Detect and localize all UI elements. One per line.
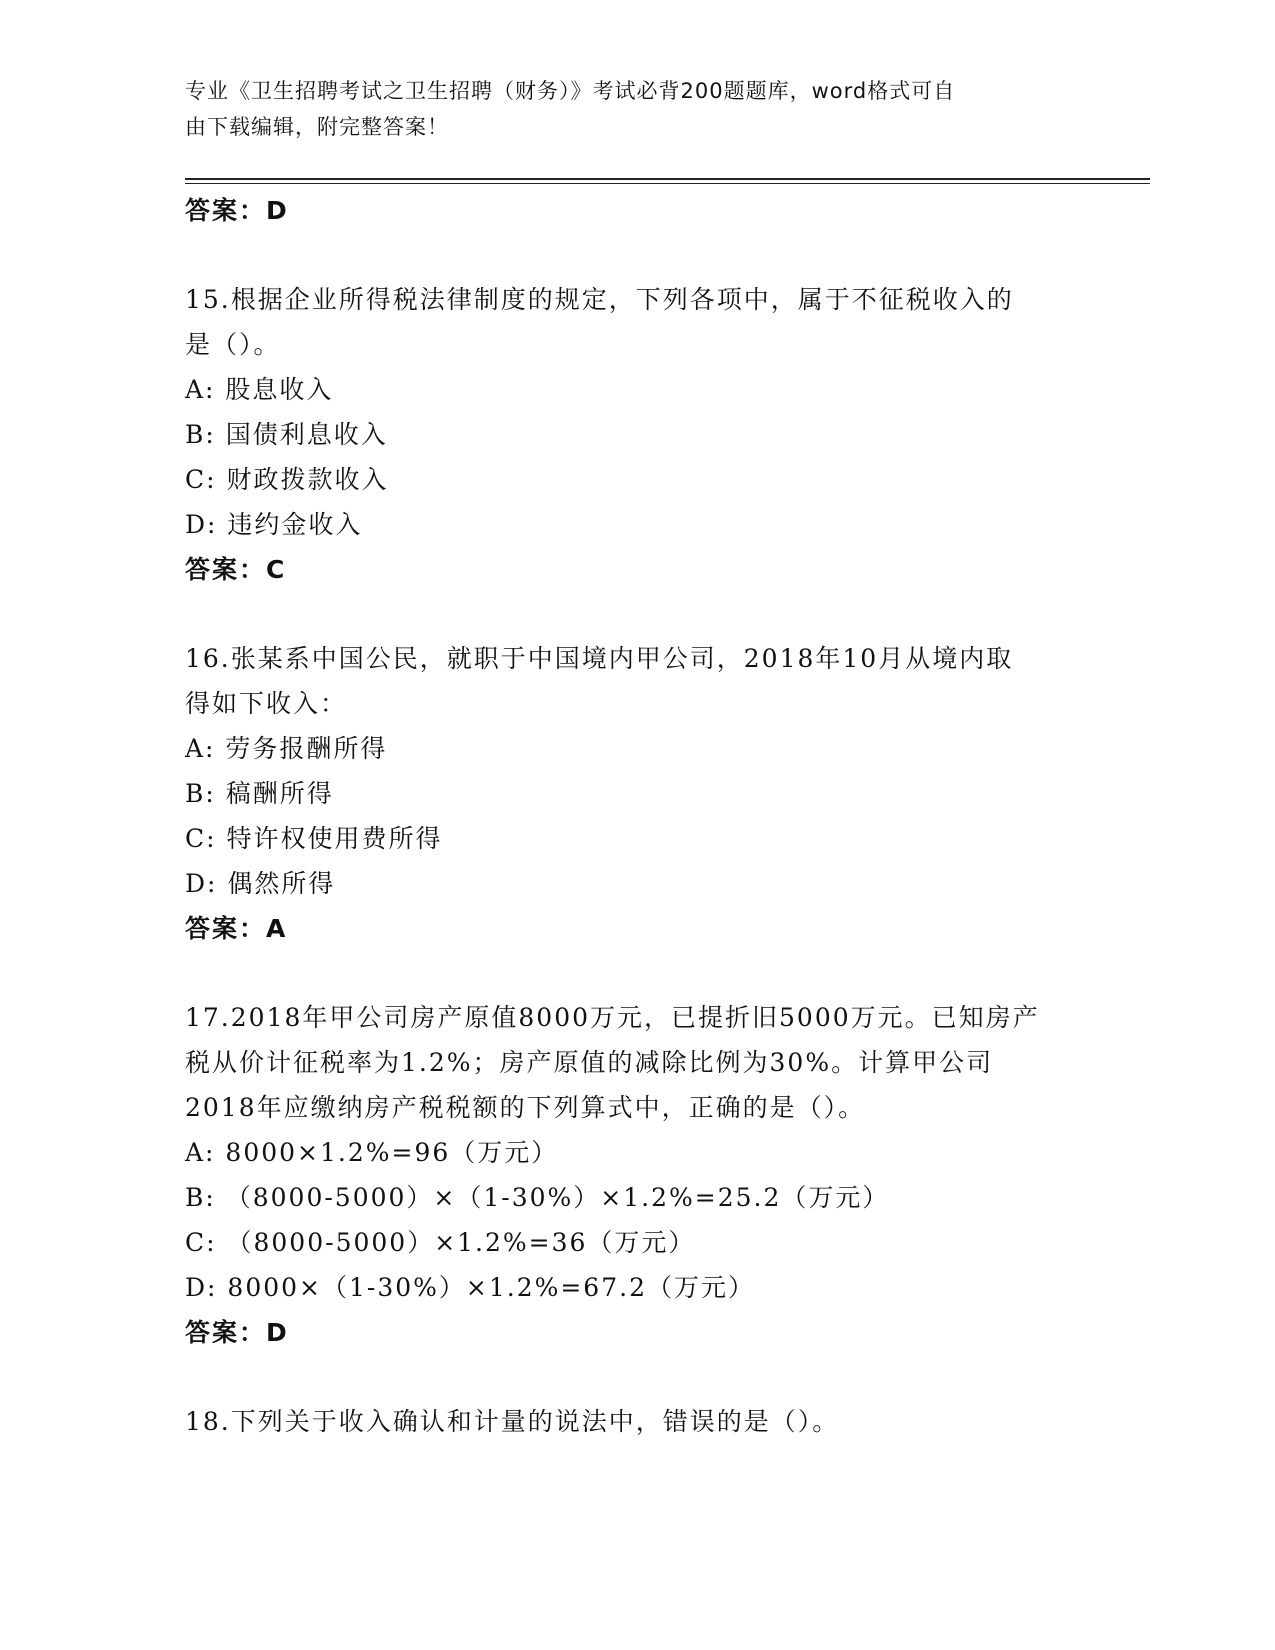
- question-stem: 16.张某系中国公民，就职于中国境内甲公司，2018年10月从境内取: [185, 644, 1014, 673]
- question-stem: 2018年应缴纳房产税税额的下列算式中，正确的是（）。: [185, 1093, 866, 1122]
- question-15: [185, 277, 1085, 592]
- answer: 答案：D: [185, 1318, 289, 1347]
- question-stem: 得如下收入：: [185, 689, 348, 718]
- question-17: [185, 995, 1085, 1355]
- header-line-2: 由下载编辑，附完整答案！: [185, 115, 449, 139]
- question-stem: 15.根据企业所得税法律制度的规定，下列各项中，属于不征税收入的: [185, 285, 1014, 314]
- option-b: B: 国债利息收入: [185, 420, 388, 449]
- option-c: C: （8000-5000）×1.2%=36（万元）: [185, 1228, 696, 1257]
- option-a: A: 股息收入: [185, 375, 334, 404]
- question-stem: 17.2018年甲公司房产原值8000万元，已提折旧5000万元。已知房产: [185, 1003, 1040, 1032]
- question-list: [185, 188, 1085, 1444]
- option-c: C: 特许权使用费所得: [185, 824, 443, 853]
- question-16: [185, 636, 1085, 951]
- answer: 答案：C: [185, 555, 287, 584]
- option-d: D: 偶然所得: [185, 869, 336, 898]
- question-stem: 是（）。: [185, 330, 281, 359]
- header-line-1: 专业《卫生招聘考试之卫生招聘（财务）》考试必背200题题库，word格式可自: [185, 79, 956, 103]
- question-18: [185, 1399, 1085, 1444]
- spacer: [185, 951, 1085, 995]
- answer-previous: 答案：D: [185, 196, 289, 225]
- spacer: [185, 233, 1085, 277]
- question-stem: 税从价计征税率为1.2%；房产原值的减除比例为30%。计算甲公司: [185, 1048, 994, 1077]
- option-a: A: 8000×1.2%=96（万元）: [185, 1138, 559, 1167]
- spacer: [185, 592, 1085, 636]
- option-a: A: 劳务报酬所得: [185, 734, 388, 763]
- option-b: B: 稿酬所得: [185, 779, 334, 808]
- option-c: C: 财政拨款收入: [185, 465, 389, 494]
- spacer: [185, 1355, 1085, 1399]
- answer: 答案：A: [185, 914, 288, 943]
- page-header: [185, 73, 1065, 145]
- option-b: B: （8000-5000）×（1-30%）×1.2%=25.2（万元）: [185, 1183, 890, 1212]
- header-rule-thick: [185, 178, 1150, 180]
- option-d: D: 违约金收入: [185, 510, 363, 539]
- header-rule-thin: [185, 183, 1150, 184]
- option-d: D: 8000×（1-30%）×1.2%=67.2（万元）: [185, 1273, 755, 1302]
- question-stem: 18.下列关于收入确认和计量的说法中，错误的是（）。: [185, 1407, 840, 1436]
